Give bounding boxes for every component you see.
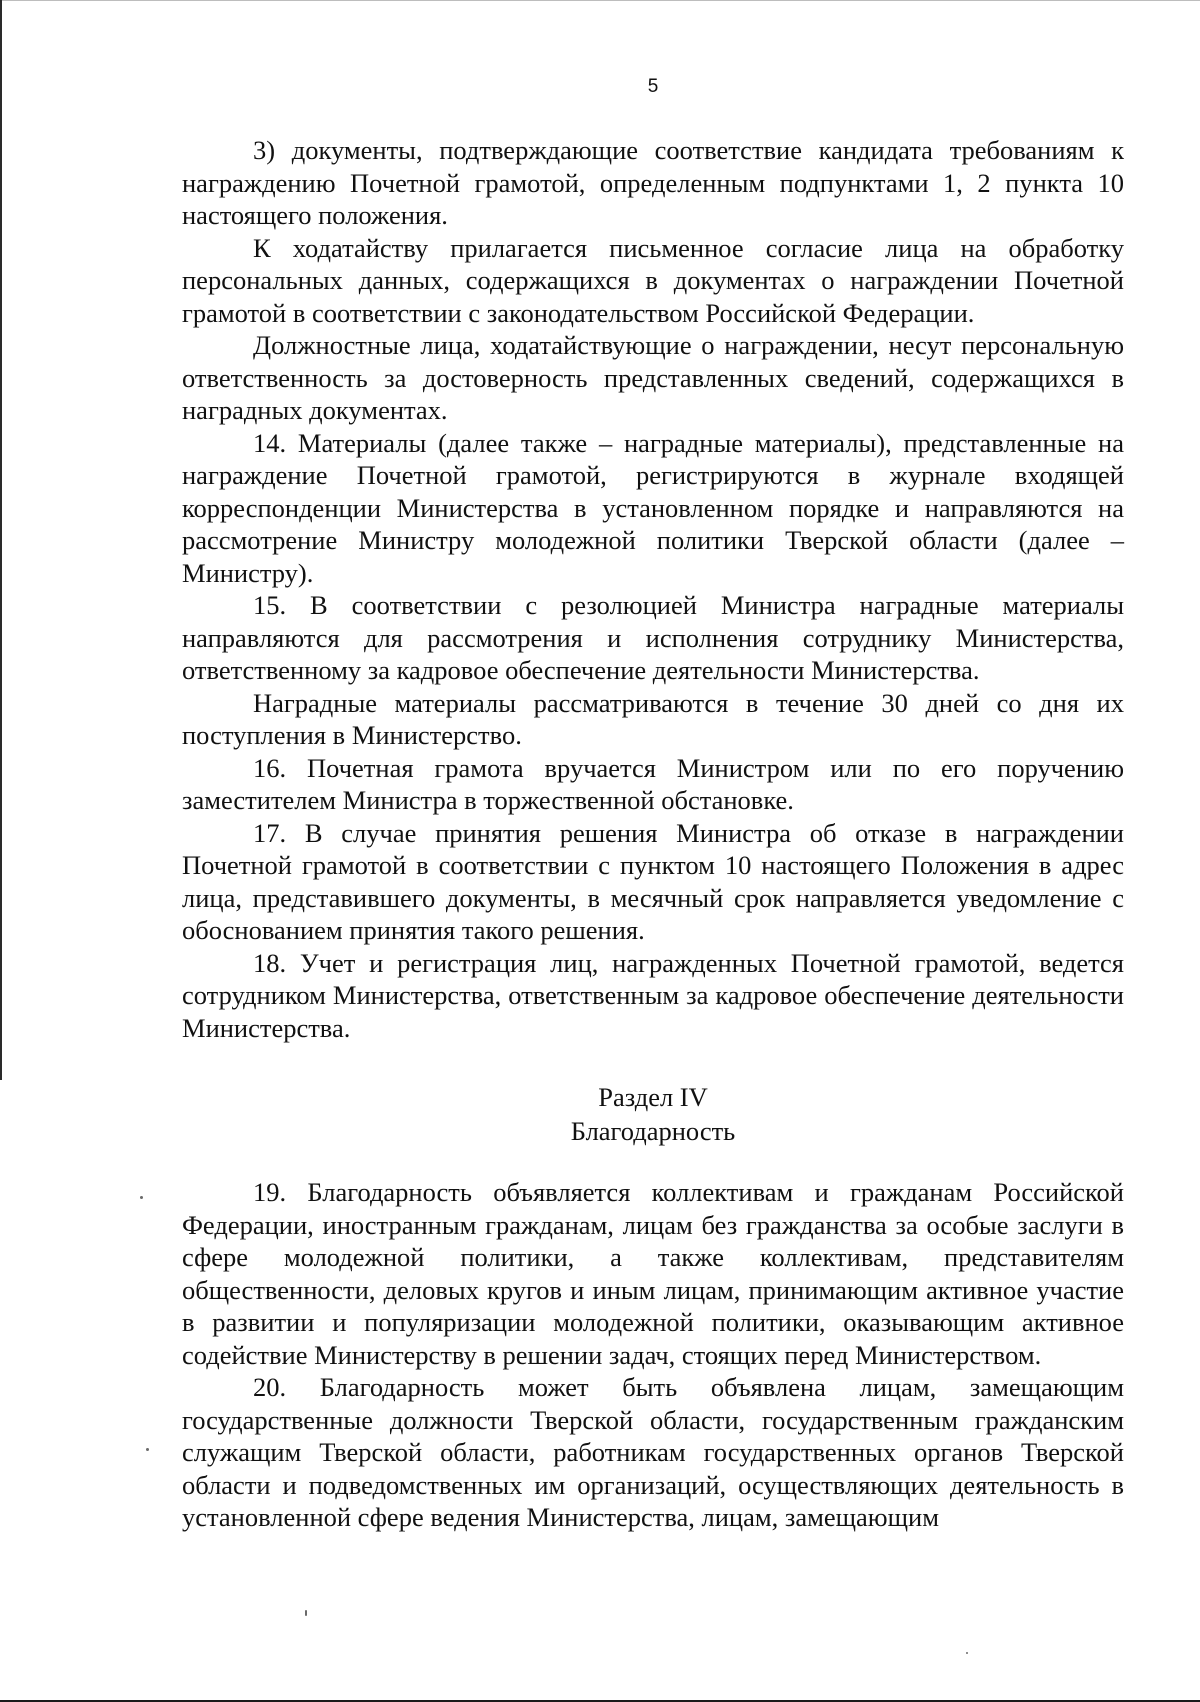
paragraph-review-period: Наградные материалы рассматриваются в течение 30 дней со дня их поступления в Министерство. [182,687,1124,750]
paragraph-18: 18. Учет и регистрация лиц, награжденных Почетной грамотой, ведется сотрудником Министерства, ответственным за кадровое обеспечение деятельности Министерства. [182,947,1124,1043]
paragraph-item-3-documents: 3) документы, подтверждающие соответствие кандидата требованиям к награждению Почетной грамотой, определенным подпунктами 1, 2 пункта 10 настоящего положения. [182,135,1124,230]
paragraph-14: 14. Материалы (далее также – наградные материалы), представленные на награждение Почетной грамотой, регистрируются в журнале входящей корреспонденции Министерства в установленном порядке и направляются на рассмотрение Министру молодежной политики Тверской области (далее – Министру). [182,427,1124,588]
paragraph-17: 17. В случае принятия решения Министра об отказе в награждении Почетной грамотой в соответствии с пунктом 10 настоящего Положения в адрес лица, представившего документы, в месячный срок направляется уведомление с обоснованием принятия такого решения. [182,817,1124,945]
page-number: 5 [647,76,659,97]
paragraph-20: 20. Благодарность может быть объявлена лицам, замещающим государственные должности Тверской области, государственным гражданским служащим Тверской области, работникам государственных органов Тверской области и подведомственных им организаций, осуществляющих деятельность в установленной сфере ведения Министерства, лицам, замещающим [182,1372,1124,1532]
scan-edge-left [0,0,2,1080]
paragraph-15: 15. В соответствии с резолюцией Министра наградные материалы направляются для рассмотрения и исполнения сотруднику Министерства, ответственному за кадровое обеспечение деятельности Министерства. [182,590,1124,685]
paragraph-19: 19. Благодарность объявляется коллективам и гражданам Российской Федерации, иностранным гражданам, лицам без гражданства за особые заслуги в сфере молодежной политики, а также коллективам, представителям общественности, деловых кругов и иным лицам, принимающим активное участие в развитии и популяризации молодежной политики, оказывающим активное содействие Министерству в решении задач, стоящих перед Министерством. [182,1177,1124,1370]
scan-edge-top [0,0,1200,1]
section-number: Раздел IV [598,1082,708,1112]
section-heading [182,1080,1124,1148]
body-after-section [182,1176,1124,1534]
scan-speck [146,1448,149,1451]
paragraph-consent: К ходатайству прилагается письменное согласие лица на обработку персональных данных, содержащихся в документах о награждении Почетной грамотой в соответствии с законодательством Российской Федерации. [182,232,1124,328]
scan-speck [966,1652,968,1654]
paragraph-16: 16. Почетная грамота вручается Министром или по его поручению заместителем Министра в торжественной обстановке. [182,752,1124,815]
paragraph-officials-responsibility: Должностные лица, ходатайствующие о награждении, несут персональную ответственность за достоверность представленных сведений, содержащихся в наградных документах. [182,330,1124,425]
scan-speck [305,1610,307,1616]
scan-speck [140,1196,143,1199]
section-title: Благодарность [570,1116,736,1146]
body-before-section [182,134,1124,1044]
